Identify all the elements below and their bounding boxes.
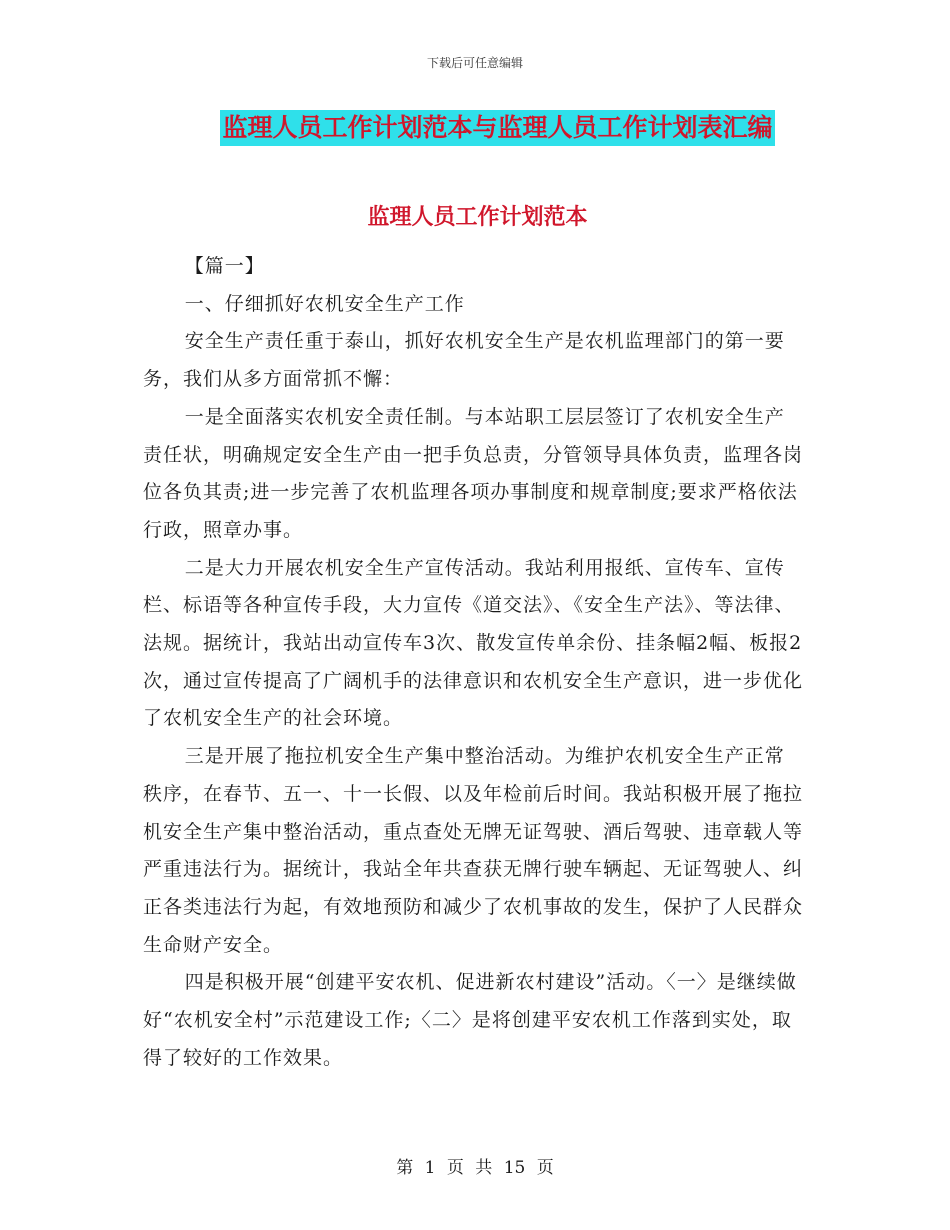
document-title-text: 监理人员工作计划范本与监理人员工作计划表汇编 (220, 110, 774, 146)
page-number-footer: 第 1 页 共 15 页 (396, 1158, 554, 1178)
header-note: 下载后可任意编辑 (426, 56, 523, 70)
paragraph: 一是全面落实农机安全责任制。与本站职工层层签订了农机安全生产责任状，明确规定安全生产由一把手负总责，分管领导具体负责，监理各岗位各负其责;进一步完善了农机监理各项办事制度和规章制度;要求严格依法行政，照章办事。 (143, 405, 804, 541)
paragraph: 二是大力开展农机安全生产宣传活动。我站利用报纸、宣传车、宣传栏、标语等各种宣传手段，大力宣传《道交法》、《安全生产法》、等法律、法规。据统计，我站出动宣传车3次、散发宣传单余份、挂条幅2幅、板报2次，通过宣传提高了广阔机手的法律意识和农机安全生产意识，进一步优化了农机安全生产的社会环境。 (143, 556, 804, 730)
section-heading: 一、仔细抓好农机安全生产工作 (184, 292, 465, 315)
paragraph: 安全生产责任重于泰山，抓好农机安全生产是农机监理部门的第一要务，我们从多方面常抓不懈： (143, 330, 785, 391)
document-body (143, 248, 803, 1077)
paragraph: 四是积极开展“创建平安农机、促进新农村建设”活动。〈一〉是继续做好“农机安全村”示范建设工作;〈二〉是将创建平安农机工作落到实处，取得了较好的工作效果。 (143, 971, 797, 1069)
section-title: 监理人员工作计划范本 (367, 205, 588, 230)
document-title (0, 110, 950, 146)
paragraph: 三是开展了拖拉机安全生产集中整治活动。为维护农机安全生产正常秩序，在春节、五一、十一长假、以及年检前后时间。我站积极开展了拖拉机安全生产集中整治活动，重点查处无牌无证驾驶、酒后驾驶、违章载人等严重违法行为。据统计，我站全年共查获无牌行驶车辆起、无证驾驶人、纠正各类违法行为起，有效地预防和减少了农机事故的发生，保护了人民群众生命财产安全。 (143, 745, 804, 956)
chapter-heading: 【篇一】 (184, 255, 265, 277)
